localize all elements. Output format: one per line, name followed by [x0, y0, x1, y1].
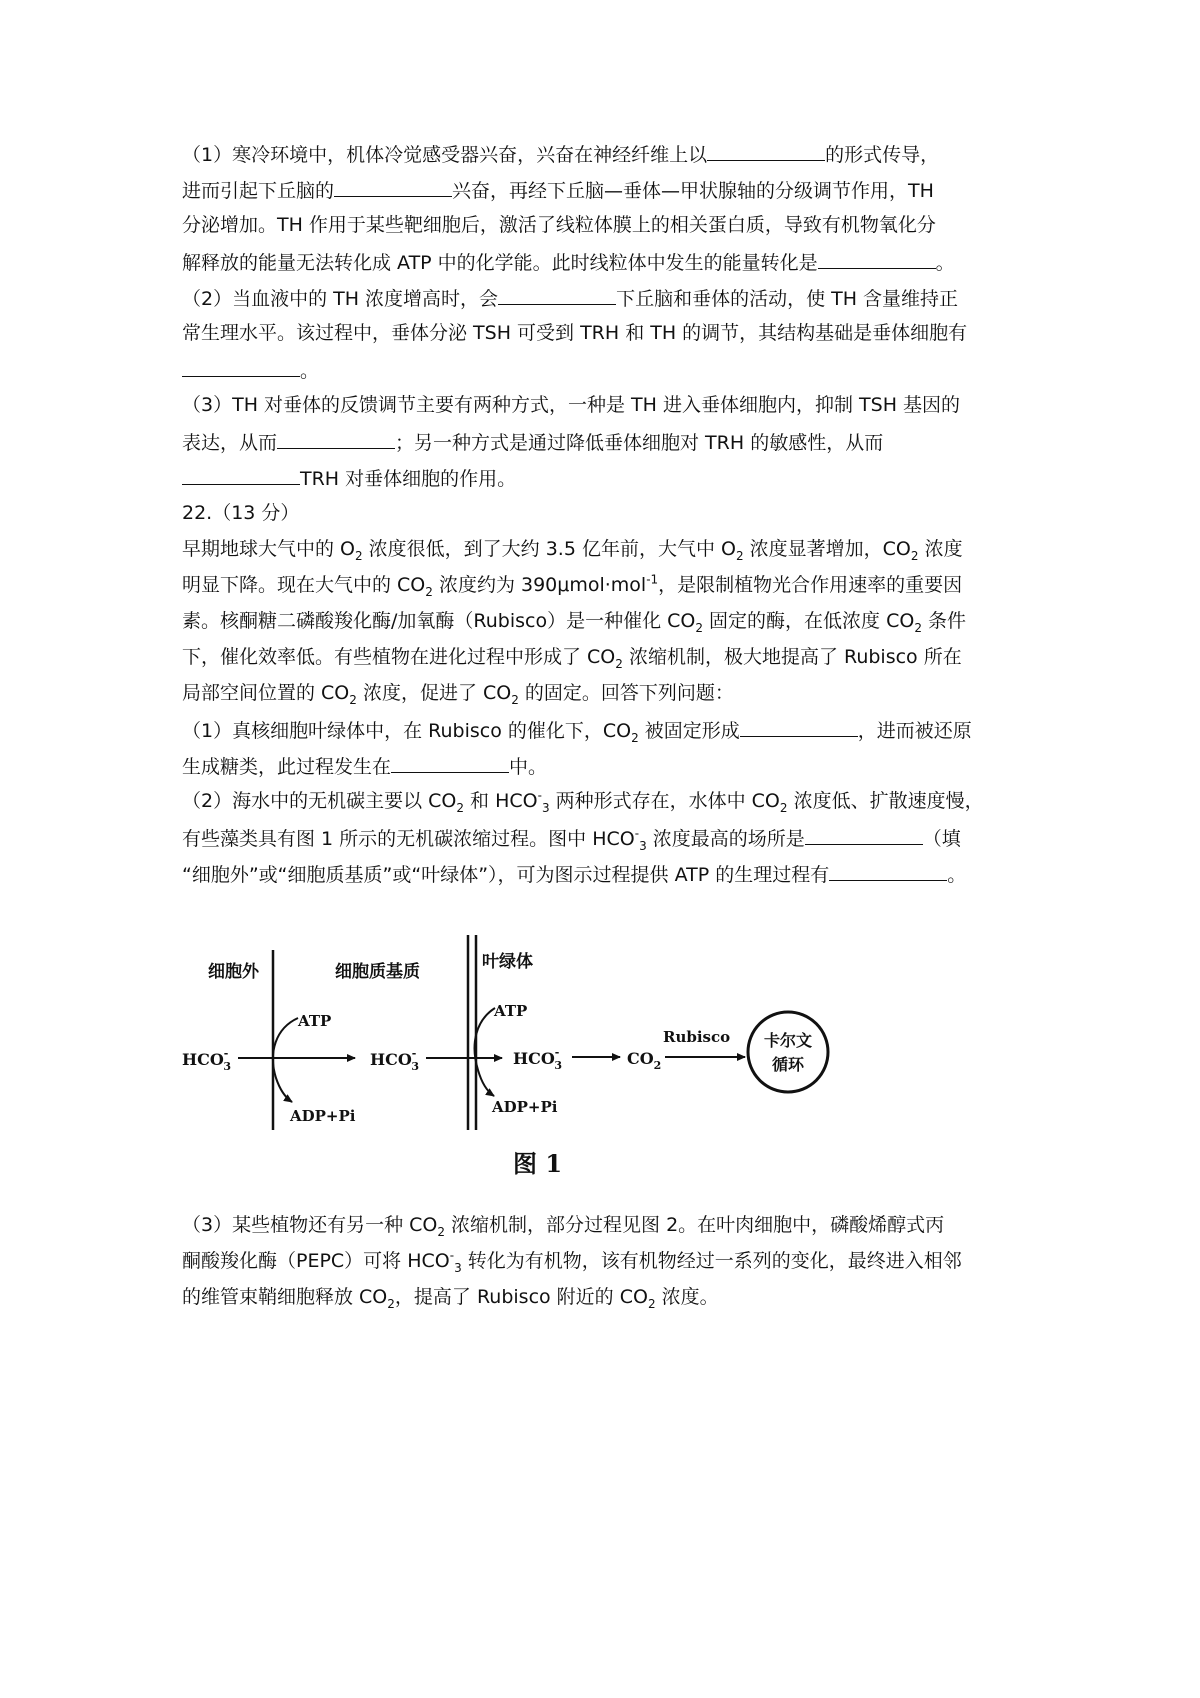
subscript: 2 [910, 548, 919, 563]
text: 解释放的能量无法转化成 ATP 中的化学能。此时线粒体中发生的能量转化是 [182, 252, 818, 274]
subscript: 2 [349, 692, 357, 707]
superscript: - [449, 1248, 455, 1263]
q22-intro-line5 [182, 680, 734, 706]
text: “细胞外”或“细胞质基质”或“叶绿体”），可为图示过程提供 ATP 的生理过程有 [182, 864, 830, 886]
q22-s2-line1 [182, 788, 984, 814]
text: （1）真核细胞叶绿体中，在 Rubisco 的催化下，CO [182, 720, 632, 742]
text: ，提高了 Rubisco 附近的 CO [394, 1286, 648, 1308]
q22-s1-line2 [182, 752, 547, 780]
q22-intro-line3 [182, 608, 966, 634]
text: 的维管束鞘细胞释放 CO [182, 1286, 388, 1308]
calvin-cycle-label-line2: 循环 [771, 1055, 805, 1074]
subscript: 2 [511, 692, 519, 707]
text: TRH 对垂体细胞的作用。 [300, 468, 517, 490]
q21-p3-line2 [182, 428, 883, 456]
text: 下，催化效率低。有些植物在进化过程中形成了 CO [182, 646, 616, 668]
subscript: 3 [541, 800, 550, 815]
text: 浓度最高的场所是 [646, 828, 805, 850]
q21-p2-line3 [182, 356, 319, 384]
subscript: 2 [735, 548, 744, 563]
subscript: 2 [425, 584, 433, 599]
q21-p1-line1 [182, 140, 939, 168]
answer-blank [182, 464, 300, 485]
q21-p3-line1: （3）TH 对垂体的反馈调节主要有两种方式，一种是 TH 进入垂体细胞内，抑制 TSH 基因的 [182, 394, 961, 416]
subscript: 2 [456, 800, 464, 815]
co2-label: $CO_2$ [627, 1049, 662, 1072]
q22-s2-line3 [182, 860, 966, 888]
text: （2）当血液中的 TH 浓度增高时，会 [182, 288, 499, 310]
atp-label-2: ATP [494, 1002, 528, 1020]
text: 浓缩机制，部分过程见图 2。在叶肉细胞中，磷酸烯醇式丙 [445, 1214, 945, 1236]
text: ，进而被还原 [857, 720, 972, 742]
calvin-cycle-circle [748, 1012, 828, 1092]
text: 浓度显著增加，CO [743, 538, 911, 560]
q21-p3-line3 [182, 464, 516, 492]
text: ，是限制植物光合作用速率的重要因 [658, 574, 963, 596]
subscript: 2 [387, 1296, 395, 1311]
text: （填 [922, 828, 961, 850]
superscript: - [634, 826, 640, 841]
text: 兴奋，再经下丘脑—垂体—甲状腺轴的分级调节作用，TH [452, 180, 934, 202]
text: 浓度，促进了 CO [356, 682, 512, 704]
subscript: 3 [454, 1260, 462, 1275]
subscript: 2 [437, 1224, 445, 1239]
answer-blank [277, 428, 395, 449]
text: 浓度 [918, 538, 963, 560]
text: 的形式传导， [825, 144, 940, 166]
atp-label-1: ATP [298, 1012, 332, 1030]
text: 固定的酶，在低浓度 CO [703, 610, 915, 632]
q21-p1-line4 [182, 248, 955, 276]
text: 进而引起下丘脑的 [182, 180, 335, 202]
text: 有些藻类具有图 1 所示的无机碳浓缩过程。图中 HCO [182, 828, 635, 850]
subscript: 2 [631, 730, 639, 745]
subscript: 3 [639, 838, 647, 853]
q22-intro-line4 [182, 644, 962, 670]
text: 浓度。 [655, 1286, 719, 1308]
calvin-cycle-label-line1: 卡尔文 [763, 1031, 813, 1050]
subscript: 2 [779, 800, 788, 815]
text: 早期地球大气中的 O [182, 538, 355, 560]
answer-blank [498, 284, 616, 305]
adp-label-2: ADP+Pi [492, 1098, 558, 1116]
text: 浓度约为 390μmol·mol [432, 574, 647, 596]
text: 中。 [509, 756, 548, 778]
q21-p1-line2 [182, 176, 934, 204]
text: 生成糖类，此过程发生在 [182, 756, 392, 778]
answer-blank [740, 716, 858, 737]
superscript: -1 [646, 572, 659, 587]
region-label-chloroplast: 叶绿体 [482, 952, 533, 972]
figure-1-diagram [180, 930, 960, 1185]
text: （2）海水中的无机碳主要以 CO [182, 790, 457, 812]
text: 。 [947, 864, 967, 886]
answer-blank [829, 860, 947, 881]
q22-intro-line2 [182, 572, 962, 598]
region-label-cytoplasm: 细胞质基质 [335, 962, 420, 982]
answer-blank [182, 356, 300, 377]
answer-blank [391, 752, 509, 773]
rubisco-label: Rubisco [663, 1028, 731, 1046]
answer-blank [707, 140, 825, 161]
text: 条件 [921, 610, 967, 632]
text: 明显下降。现在大气中的 CO [182, 574, 426, 596]
q22-s2-line2 [182, 824, 961, 852]
text: 素。核酮糖二磷酸羧化酶/加氧酶（Rubisco）是一种催化 CO [182, 610, 696, 632]
q22-s3-line1 [182, 1212, 944, 1238]
atp-consumption-arc-2 [475, 1008, 495, 1096]
text: 浓度低、扩散速度慢， [787, 790, 984, 812]
q22-heading: 22.（13 分） [182, 502, 300, 524]
hco3-outside-label: HCO-3 [182, 1047, 232, 1073]
text: 酮酸羧化酶（PEPC）可将 HCO [182, 1250, 450, 1272]
subscript: 2 [355, 548, 363, 563]
text: 。 [935, 252, 955, 274]
region-label-outside: 细胞外 [208, 962, 259, 982]
figure-caption: 图 1 [513, 1149, 563, 1178]
hco3-cytoplasm-label: HCO-3 [370, 1047, 420, 1073]
text: 和 HCO [464, 790, 538, 812]
adp-label-1: ADP+Pi [290, 1107, 356, 1125]
q21-p2-line1 [182, 284, 958, 312]
superscript: - [537, 788, 542, 803]
text: 的固定。回答下列问题： [518, 682, 734, 704]
text: 转化为有机物，该有机物经过一系列的变化，最终进入相邻 [461, 1250, 962, 1272]
text: 。 [300, 360, 320, 382]
text: ；另一种方式是通过降低垂体细胞对 TRH 的敏感性，从而 [395, 432, 884, 454]
text: 下丘脑和垂体的活动，使 TH 含量维持正 [616, 288, 959, 310]
q22-s1-line1 [182, 716, 972, 744]
subscript: 2 [695, 620, 704, 635]
text: 被固定形成 [638, 720, 740, 742]
q21-p2-line2: 常生理水平。该过程中，垂体分泌 TSH 可受到 TRH 和 TH 的调节，其结构基础是垂体细胞有 [182, 322, 968, 344]
text: 浓缩机制，极大地提高了 Rubisco 所在 [622, 646, 962, 668]
text: （3）某些植物还有另一种 CO [182, 1214, 438, 1236]
text: 两种形式存在，水体中 CO [549, 790, 780, 812]
q21-p1-line3: 分泌增加。TH 作用于某些靶细胞后，激活了线粒体膜上的相关蛋白质，导致有机物氧化分 [182, 214, 936, 236]
subscript: 2 [914, 620, 922, 635]
answer-blank [334, 176, 452, 197]
text: （1）寒冷环境中，机体冷觉感受器兴奋，兴奋在神经纤维上以 [182, 144, 708, 166]
answer-blank [818, 248, 936, 269]
atp-consumption-arc-1 [273, 1018, 298, 1102]
subscript: 2 [615, 656, 623, 671]
q22-s3-line2 [182, 1248, 962, 1274]
hco3-chloroplast-label: HCO-3 [513, 1046, 563, 1072]
text: 表达，从而 [182, 432, 278, 454]
q22-s3-line3 [182, 1284, 719, 1310]
text: 局部空间位置的 CO [182, 682, 350, 704]
text: 浓度很低，到了大约 3.5 亿年前，大气中 O [362, 538, 736, 560]
subscript: 2 [647, 1296, 656, 1311]
answer-blank [805, 824, 923, 845]
q22-intro-line1 [182, 536, 963, 562]
